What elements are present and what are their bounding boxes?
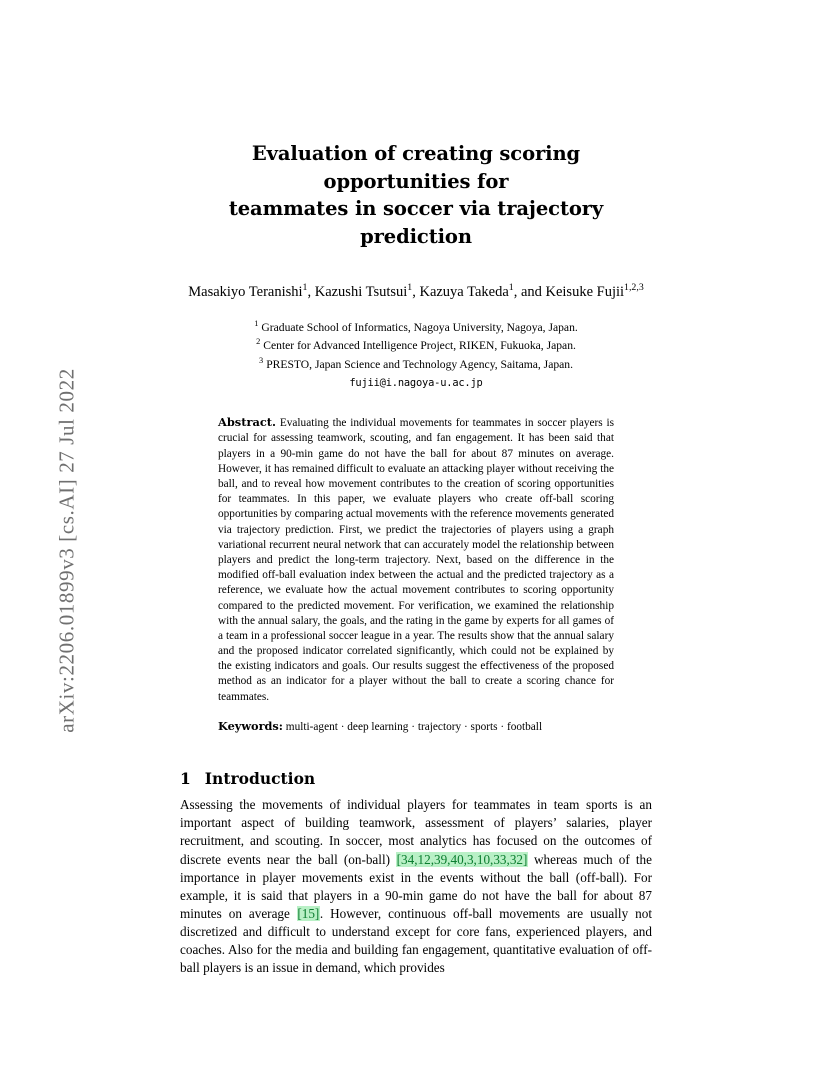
contact-email: fujii@i.nagoya-u.ac.jp	[349, 377, 483, 390]
abstract-heading: Abstract.	[218, 415, 277, 430]
author-affil-marker: 1	[302, 281, 308, 293]
affiliation-text: PRESTO, Japan Science and Technology Agency, Saitama, Japan.	[266, 357, 573, 371]
section-number: 1	[180, 769, 191, 789]
abstract-text: Evaluating the individual movements for teammates in soccer players is crucial for assessing teamwork, scouting, and fan engagement. It has been said that players in a 90-min game do not have the ball for about 87 minutes on average. However, it has remained difficult to evaluate an attacking player without receiving the ball, and to reveal how movement contributes to the creation of scoring opportunities for teammates. In this paper, we evaluate players who create off-ball scoring opportunities by comparing actual movements with the reference movements generated via trajectory prediction. First, we predict the trajectories of players using a graph variational recurrent neural network that can accurately model the relationship between players and predict the long-term trajectory. Next, based on the difference in the modified off-ball evaluation index between the actual and the predicted trajectory as a reference, we evaluate how the actual movement contributes to scoring opportunity compared to the predicted movement. For verification, we examined the relationship with the annual salary, the goals, and the rating in the game by experts for all games of a team in a professional soccer league in a year. The results show that the annual salary and the proposed indicator correlated significantly, which could not be explained by the existing indicators and goals. Our results suggest the effectiveness of the proposed method as an indicator for a player without the ball to create a scoring chance for teammates.	[218, 417, 614, 703]
author-affil-marker: 1	[407, 281, 413, 293]
title-line-2: teammates in soccer via trajectory prediction	[228, 197, 604, 249]
keywords-heading: Keywords:	[218, 718, 283, 733]
arxiv-identifier-stamp: arXiv:2206.01899v3 [cs.AI] 27 Jul 2022	[54, 368, 79, 733]
citation-link-group-1[interactable]: [34,12,39,40,3,10,33,32]	[396, 851, 528, 867]
paper-content-column	[180, 140, 652, 978]
affiliation-number: 1	[254, 318, 259, 328]
intro-text-part-3: . However, continuous off-ball movements are usually not discretized and difficult to understand except for core fans, experienced players, and coaches. Also for the media and building fan engagement, quantitative evaluation of off-ball players is an issue in demand, which provides	[180, 905, 652, 976]
keywords-section	[218, 719, 614, 735]
affiliation-item	[180, 318, 652, 336]
section-heading-introduction	[180, 769, 652, 788]
title-line-1: Evaluation of creating scoring opportunities for	[251, 142, 581, 193]
affiliation-number: 3	[259, 355, 264, 365]
author-list: Masakiyo Teranishi$^1$, Kazushi Tsutsui$^1$, Kazuya Takeda$^1$, and Keisuke Fujii$^{1,2,3}$	[188, 281, 644, 300]
author-affil-marker: 1	[508, 281, 514, 293]
affiliation-text: Center for Advanced Intelligence Project, RIKEN, Fukuoka, Japan.	[263, 339, 576, 353]
affiliation-list	[180, 318, 652, 373]
introduction-paragraph	[180, 796, 652, 977]
affiliation-number: 2	[256, 337, 261, 347]
intro-text-part-2: whereas much of the importance in player movements exist in the events without the ball (off-ball). For example, it is said that players in a 90-min game do not have the ball for about 87 minutes on average	[180, 851, 652, 921]
keywords-text: multi-agent · deep learning · trajectory · sports · football	[285, 720, 543, 733]
author-affil-marker: 1,2,3	[624, 281, 644, 293]
abstract-section	[218, 415, 614, 705]
affiliation-text: Graduate School of Informatics, Nagoya University, Nagoya, Japan.	[261, 320, 578, 334]
affiliation-item	[180, 355, 652, 373]
page-title	[180, 140, 652, 251]
affiliation-item	[180, 336, 652, 354]
intro-text-part-1: Assessing the movements of individual players for teammates in team sports is an important aspect of building teamwork, assessment of players’ salaries, player recruitment, and scouting. In soccer, most analytics has focused on the outcomes of discrete events near the ball (on-ball)	[180, 797, 652, 867]
citation-link-group-2[interactable]: [15]	[297, 905, 320, 921]
section-title: Introduction	[204, 769, 316, 789]
